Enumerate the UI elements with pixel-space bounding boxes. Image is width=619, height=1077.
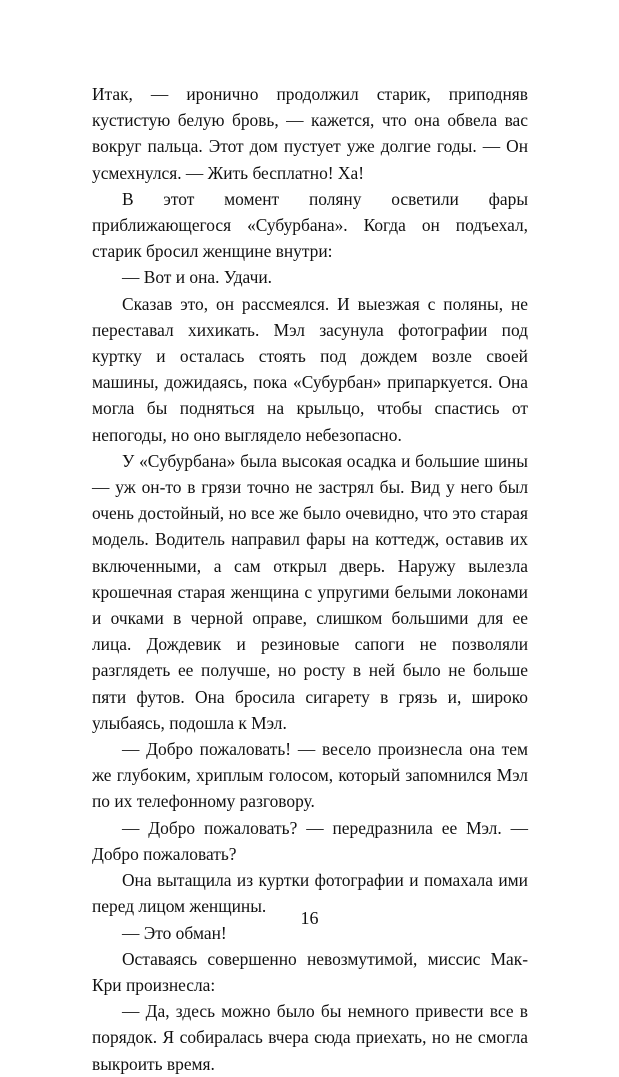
paragraph-7: — Добро пожаловать? — передразнила ее Мэл. — Добро пожаловать? [92,817,528,864]
paragraph-11: — Да, здесь можно было бы немного привести все в порядок. Я собиралась вчера сюда приехать, но не смогла выкроить время. [92,1001,528,1074]
paragraph-3: — Вот и она. Удачи. [122,267,272,288]
paragraph-2: В этот момент поляну осветили фары приближающегося «Субурбана». Когда он подъехал, старик бросил женщине внутри: [92,188,528,262]
paragraph-8: Она вытащила из куртки фотографии и помахала ими перед лицом женщины. [92,870,528,917]
paragraph-9: — Это обман! [122,922,227,943]
paragraph-6: — Добро пожаловать! — весело произнесла она тем же глубоким, хриплым голосом, который запомнился Мэл по их телефонному разговору. [92,739,528,812]
paragraph-5: У «Субурбана» была высокая осадка и большие шины — уж он-то в грязи точно не застрял бы. Вид у него был очень достойный, но все же было очевидно, что это старая модель. Водитель направил фары на коттедж, оставив их включенными, а сам открыл дверь. Наружу вылезла крошечная старая женщина с упругими белыми локонами и очками в черной оправе, слишком большими для ее лица. Дождевик и резиновые сапоги не позволяли разглядеть ее получше, но росту в ней было не больше пяти футов. Она бросила сигарету в грязь и, широко улыбаясь, подошла к Мэл. [92,450,528,733]
paragraph-1: Итак, — иронично продолжил старик, приподняв кустистую белую бровь, — кажется, что она обвела вас вокруг пальца. Этот дом пустует уже долгие годы. — Он усмехнулся. — Жить бесплатно! Ха! [92,84,528,183]
paragraph-4: Сказав это, он рассмеялся. И выезжая с поляны, не переставал хихикать. Мэл засунула фотографии под куртку и осталась стоять под дождем возле своей машины, дожидаясь, пока «Субурбан» припаркуется. Она могла бы подняться на крыльцо, чтобы спастись от непогоды, но оно выглядело небезопасно. [92,293,528,445]
page-number: 16 [300,908,319,928]
paragraph-10: Оставаясь совершенно невозмутимой, миссис Мак-Кри произнесла: [92,948,528,995]
